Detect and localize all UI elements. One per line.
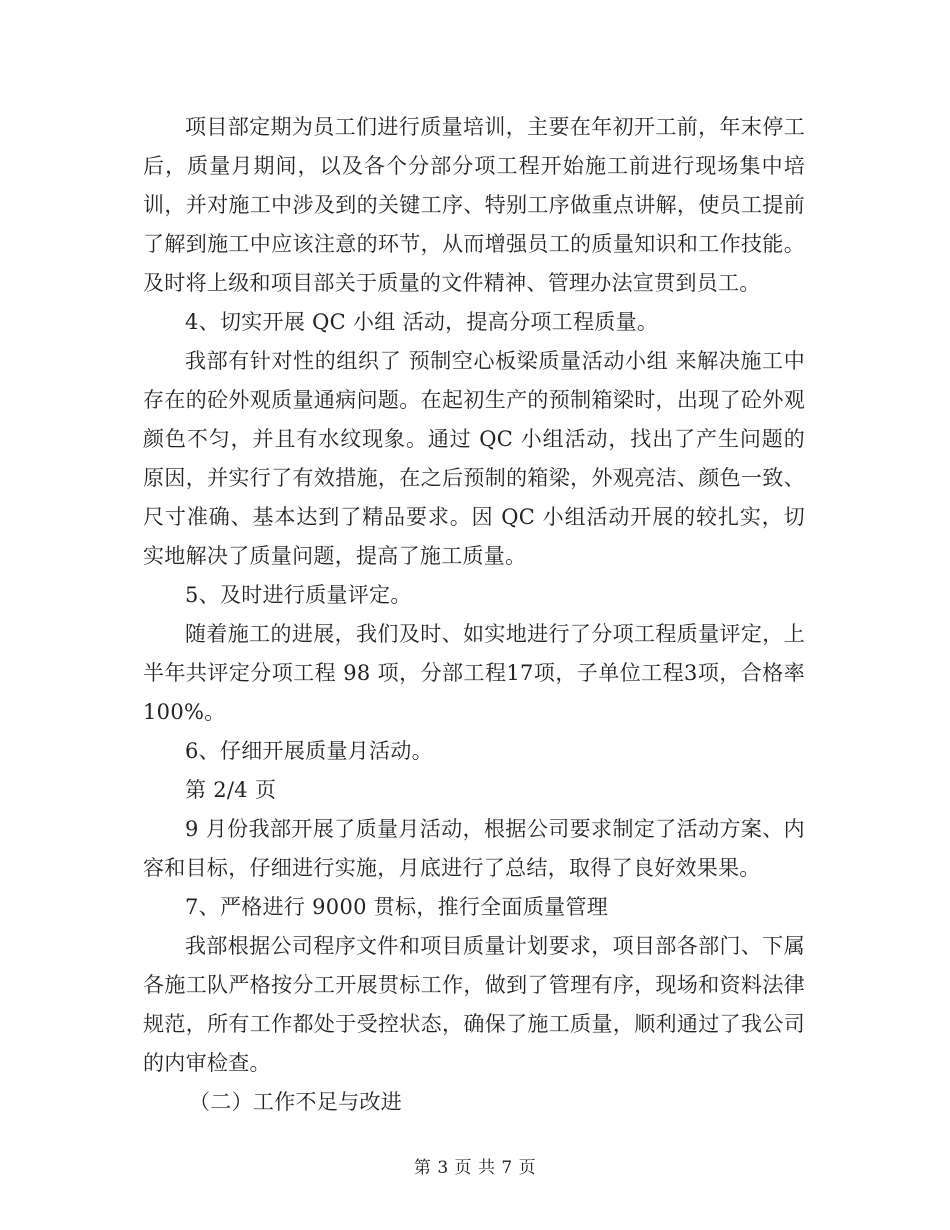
heading-qc-group: 4、切实开展 QC 小组 活动，提高分项工程质量。 (185, 310, 659, 334)
heading-iso9000: 7、严格进行 9000 贯标，推行全面质量管理 (185, 895, 609, 919)
heading-quality-evaluation: 5、及时进行质量评定。 (185, 583, 412, 607)
page-footer: 第 3 页 共 7 页 (413, 1158, 537, 1178)
paragraph-quality-evaluation: 随着施工的进展，我们及时、如实地进行了分项工程质量评定，上半年共评定分项工程 98 项，分部工程17项，子单位工程3项，合格率 100%。 (143, 622, 805, 724)
heading-quality-month: 6、仔细开展质量月活动。 (185, 739, 433, 763)
paragraph-qc-activity: 我部有针对性的组织了 预制空心板梁质量活动小组 来解决施工中存在的砼外观质量通病问题。在起初生产的预制箱梁时，出现了砼外观颜色不匀，并且有水纹现象。通过 QC 小组活动，找出了产生问题的原因，并实行了有效措施，在之后预制的箱梁，外观亮洁、颜色一致、尺寸准确、基本达到了精品要求。因 QC 小组活动开展的较扎实，切实地解决了质量问题，提高了施工质量。 (143, 349, 805, 568)
paragraph-quality-training: 项目部定期为员工们进行质量培训，主要在年初开工前，年末停工后，质量月期间，以及各个分部分项工程开始施工前进行现场集中培训，并对施工中涉及到的关键工序、特别工序做重点讲解，使员工提前了解到施工中应该注意的环节，从而增强员工的质量知识和工作技能。及时将上级和项目部关于质量的文件精神、管理办法宣贯到员工。 (143, 115, 805, 295)
paragraph-iso9000: 我部根据公司程序文件和项目质量计划要求，项目部各部门、下属各施工队严格按分工开展贯标工作，做到了管理有序，现场和资料法律规范，所有工作都处于受控状态，确保了施工质量，顺利通过了我公司的内审检查。 (143, 934, 805, 1075)
paragraph-quality-month: 9 月份我部开展了质量月活动，根据公司要求制定了活动方案、内容和目标，仔细进行实施，月底进行了总结，取得了良好效果果。 (143, 817, 805, 880)
heading-shortcomings: （二）工作不足与改进 (189, 1090, 402, 1114)
inline-page-marker: 第 2/4 页 (185, 778, 277, 802)
document-body (143, 108, 805, 1122)
